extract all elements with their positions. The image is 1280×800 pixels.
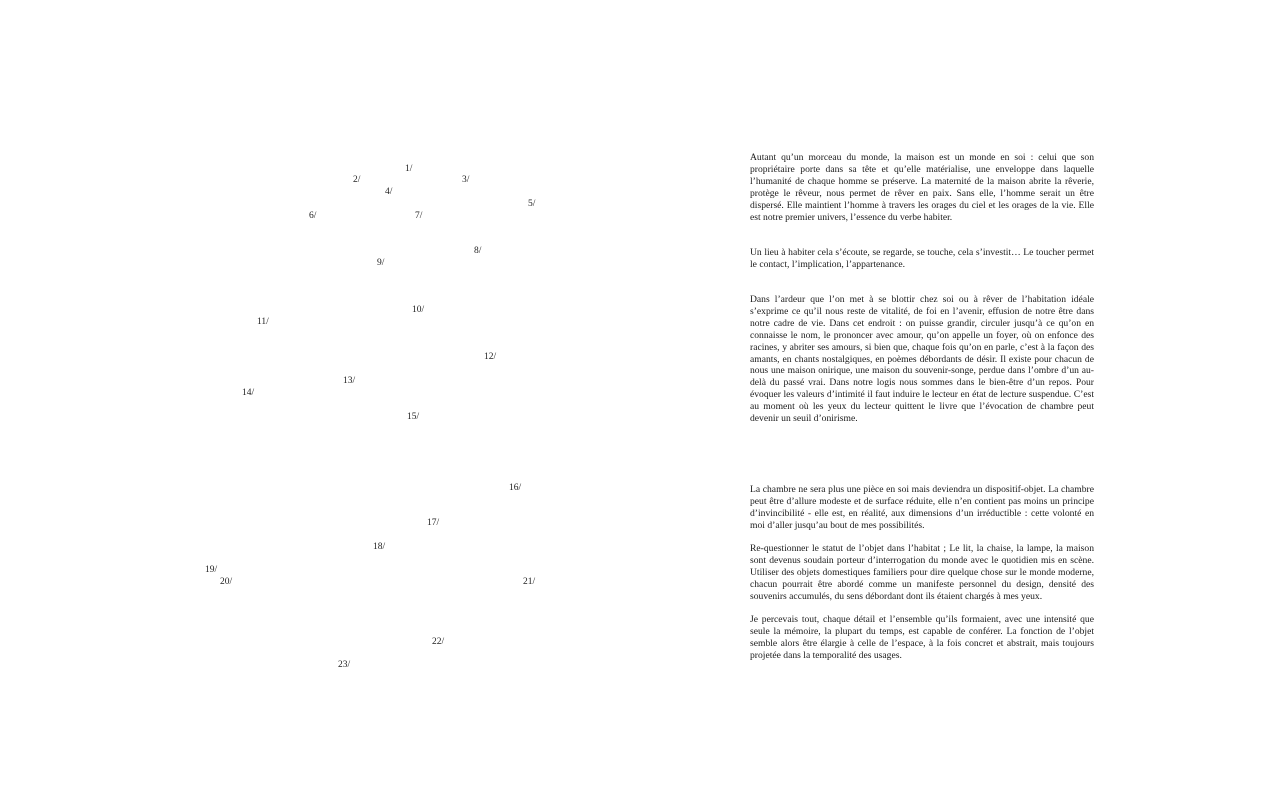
- marker-6: 6/: [309, 211, 317, 221]
- marker-1: 1/: [405, 164, 413, 174]
- paragraph-4: [750, 484, 1094, 532]
- marker-2: 2/: [353, 175, 361, 185]
- paragraph-5: [750, 543, 1094, 603]
- paragraph-3: [750, 294, 1094, 425]
- marker-12: 12/: [484, 352, 497, 362]
- marker-23: 23/: [338, 660, 351, 670]
- marker-3: 3/: [462, 175, 470, 185]
- paragraph-2: [750, 247, 1094, 271]
- marker-13: 13/: [343, 376, 356, 386]
- marker-8: 8/: [474, 246, 482, 256]
- paragraph-6: [750, 614, 1094, 662]
- marker-7: 7/: [415, 211, 423, 221]
- paragraph-1-text: Autant qu’un morceau du monde, la maison est un monde en soi : celui que son propriétaire porte dans sa tête et qu’elle matérialise, une enveloppe dans laquelle l’humanité de chaque homme se préserve. La maternité de la maison abrite la rêverie, protège le rêveur, nous permet de rêver en paix. Sans elle, l’homme serait un être dispersé. Elle maintient l’homme à travers les orages du ciel et les orages de la vie. Elle est notre premier univers, l’essence du verbe habiter.: [750, 152, 1094, 223]
- marker-20: 20/: [220, 577, 233, 587]
- paragraph-1: [750, 152, 1094, 223]
- marker-11: 11/: [257, 317, 269, 327]
- paragraph-4-text: La chambre ne sera plus une pièce en soi mais deviendra un dispositif-objet. La chambre peut être d’allure modeste et de surface réduite, elle n’en contient pas moins un principe d’invincibilité - elle est, en réalité, aux dimensions d’un irréductible : cette volonté en moi d’aller jusqu’au bout de mes possibilités.: [750, 484, 1094, 531]
- marker-19: 19/: [205, 565, 218, 575]
- paragraph-5-text: Re-questionner le statut de l’objet dans l’habitat ; Le lit, la chaise, la lampe, la maison sont devenus soudain porteur d’interrogation du monde avec le quotidien mis en scène. Utiliser des objets domestiques familiers pour dire quelque chose sur le monde moderne, chacun pourrait être abordé comme un manifeste personnel du design, densité des souvenirs accumulés, du sens débordant dont ils étaient chargés à mes yeux.: [750, 543, 1094, 602]
- marker-22: 22/: [432, 637, 445, 647]
- marker-17: 17/: [427, 518, 440, 528]
- paragraph-2-text: Un lieu à habiter cela s’écoute, se regarde, se touche, cela s’investit… Le toucher permet le contact, l’implication, l’appartenance.: [750, 247, 1094, 270]
- marker-10: 10/: [412, 305, 425, 315]
- paragraph-3-text: Dans l’ardeur que l’on met à se blottir chez soi ou à rêver de l’habitation idéale s’exprime ce qu’il nous reste de vitalité, de foi en l’avenir, effusion de notre être dans notre cadre de vie. Dans cet endroit : on puisse grandir, circuler jusqu’à ce qu’on en connaisse le nom, le prononcer avec amour, qu’on appelle un foyer, où on enfonce des racines, y abriter ses amours, si bien que, chaque fois qu’on en parle, c’est à la façon des amants, en chants nostalgiques, en poèmes débordants de désir. Il existe pour chacun de nous une maison onirique, une maison du souvenir-songe, perdue dans l’ombre d’un au-delà du passé vrai. Dans notre logis nous sommes dans le bien-être d’un repos. Pour évoquer les valeurs d’intimité il faut induire le lecteur en état de lecture suspendue. C’est au moment où les yeux du lecteur quittent le livre que l’évocation de chambre peut devenir un seuil d’onirisme.: [750, 294, 1094, 425]
- marker-14: 14/: [242, 388, 255, 398]
- marker-4: 4/: [385, 187, 393, 197]
- right-page-text: [640, 0, 1280, 800]
- marker-16: 16/: [509, 483, 522, 493]
- marker-18: 18/: [373, 542, 386, 552]
- marker-5: 5/: [528, 199, 536, 209]
- marker-9: 9/: [377, 258, 385, 268]
- paragraph-6-text: Je percevais tout, chaque détail et l’ensemble qu’ils formaient, avec une intensité que seule la mémoire, la plupart du temps, est capable de conférer. La fonction de l’objet semble alors être élargie à celle de l’espace, à la fois concret et abstrait, mais toujours projetée dans la temporalité des usages.: [750, 614, 1094, 661]
- marker-15: 15/: [407, 412, 420, 422]
- marker-21: 21/: [523, 577, 536, 587]
